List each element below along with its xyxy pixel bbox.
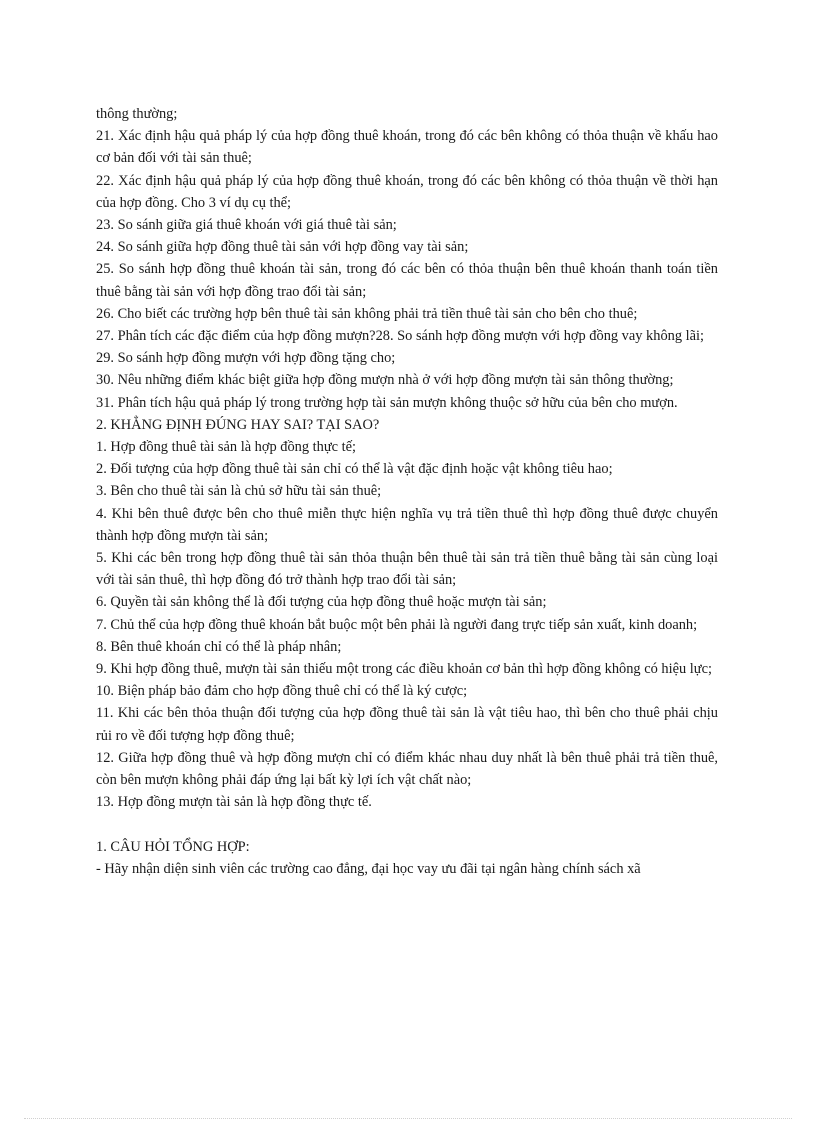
statement-3: 3. Bên cho thuê tài sản là chủ sở hữu tài sản thuê; — [96, 483, 382, 500]
document-body — [96, 103, 718, 880]
statement-10: 10. Biện pháp bảo đảm cho hợp đồng thuê chỉ có thể là ký cược; — [96, 683, 468, 700]
question-27-28: 27. Phân tích các đặc điểm của hợp đồng mượn?28. So sánh hợp đồng mượn với hợp đồng vay không lãi; — [96, 328, 705, 345]
summary-question: - Hãy nhận diện sinh viên các trường cao đẳng, đại học vay ưu đãi tại ngân hàng chính sách xã — [96, 860, 641, 877]
statement-7: 7. Chủ thể của hợp đồng thuê khoán bắt buộc một bên phải là người đang trực tiếp sản xuất, kinh doanh; — [96, 616, 698, 633]
question-23: 23. So sánh giữa giá thuê khoán với giá thuê tài sản; — [96, 217, 397, 234]
blank-line — [96, 814, 718, 836]
question-25: 25. So sánh hợp đồng thuê khoán tài sản, trong đó các bên có thỏa thuận bên thuê khoán thanh toán tiền thuê bằng tài sản với hợp đồng trao đổi tài sản; — [96, 261, 718, 300]
statement-1: 1. Hợp đồng thuê tài sản là hợp đồng thực tế; — [96, 439, 357, 456]
statement-5: 5. Khi các bên trong hợp đồng thuê tài sản thỏa thuận bên thuê tài sản trả tiền thuê bằng tài sản cùng loại với tài sản thuê, thì hợp đồng đó trở thành hợp trao đổi tài sản; — [96, 550, 718, 589]
question-24: 24. So sánh giữa hợp đồng thuê tài sản với hợp đồng vay tài sản; — [96, 239, 469, 256]
question-21: 21. Xác định hậu quả pháp lý của hợp đồng thuê khoán, trong đó các bên không có thỏa thuận về khấu hao cơ bản đối với tài sản thuê; — [96, 128, 718, 167]
statement-6: 6. Quyền tài sản không thể là đối tượng của hợp đồng thuê hoặc mượn tài sản; — [96, 594, 547, 611]
statement-2: 2. Đối tượng của hợp đồng thuê tài sản chỉ có thể là vật đặc định hoặc vật không tiêu hao; — [96, 461, 613, 478]
section-heading-true-false: 2. KHẲNG ĐỊNH ĐÚNG HAY SAI? TẠI SAO? — [96, 416, 380, 433]
text-line: thông thường; — [96, 106, 178, 122]
section-heading-summary: 1. CÂU HỎI TỔNG HỢP: — [96, 838, 250, 855]
statement-11: 11. Khi các bên thỏa thuận đối tượng của hợp đồng thuê tài sản là vật tiêu hao, thì bên cho thuê phải chịu rủi ro về đối tượng hợp đồng thuê; — [96, 705, 718, 744]
statement-9: 9. Khi hợp đồng thuê, mượn tài sản thiếu một trong các điều khoản cơ bản thì hợp đồng không có hiệu lực; — [96, 661, 712, 678]
statement-13: 13. Hợp đồng mượn tài sản là hợp đồng thực tế. — [96, 794, 372, 811]
statement-12: 12. Giữa hợp đồng thuê và hợp đồng mượn chỉ có điểm khác nhau duy nhất là bên thuê phải trả tiền thuê, còn bên mượn không phải đáp ứng lại bất kỳ lợi ích vật chất nào; — [96, 749, 718, 789]
statement-4: 4. Khi bên thuê được bên cho thuê miễn thực hiện nghĩa vụ trả tiền thuê thì hợp đồng thuê được chuyển thành hợp đồng mượn tài sản; — [96, 505, 718, 544]
question-29: 29. So sánh hợp đồng mượn với hợp đồng tặng cho; — [96, 350, 396, 367]
question-31: 31. Phân tích hậu quả pháp lý trong trường hợp tài sản mượn không thuộc sở hữu của bên cho mượn. — [96, 394, 678, 411]
page-bottom-rule — [24, 1118, 792, 1119]
question-22: 22. Xác định hậu quả pháp lý của hợp đồng thuê khoán, trong đó các bên không có thỏa thuận về thời hạn của hợp đồng. Cho 3 ví dụ cụ thể; — [96, 172, 718, 211]
statement-8: 8. Bên thuê khoán chỉ có thể là pháp nhân; — [96, 638, 342, 655]
question-30: 30. Nêu những điểm khác biệt giữa hợp đồng mượn nhà ở với hợp đồng mượn tài sản thông thường; — [96, 372, 674, 389]
question-26: 26. Cho biết các trường hợp bên thuê tài sản không phải trả tiền thuê tài sản cho bên cho thuê; — [96, 305, 638, 322]
